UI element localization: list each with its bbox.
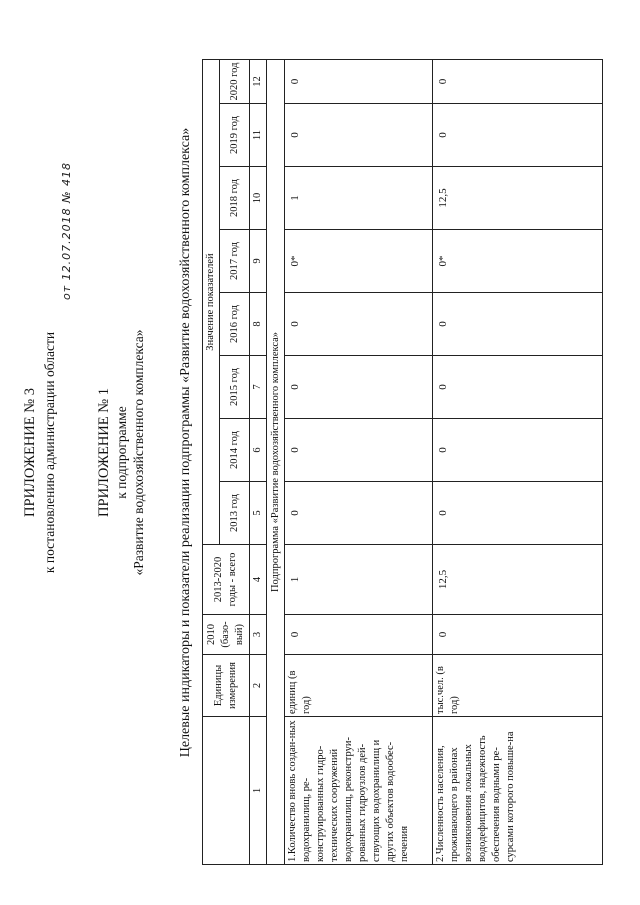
header-name-blank xyxy=(203,717,250,865)
indicator-value: 0 xyxy=(433,293,603,356)
column-number: 3 xyxy=(250,615,267,655)
header-year: 2014 год xyxy=(220,419,250,482)
indicator-base: 0 xyxy=(285,615,433,655)
header-year: 2015 год xyxy=(220,356,250,419)
header-year: 2020 год xyxy=(220,60,250,104)
header-values-group: Значение показателей xyxy=(203,60,220,545)
appendix1-title: ПРИЛОЖЕНИЕ № 1 xyxy=(96,388,112,517)
header-year: 2017 год xyxy=(220,230,250,293)
column-number: 9 xyxy=(250,230,267,293)
column-number: 8 xyxy=(250,293,267,356)
indicator-value: 0 xyxy=(285,482,433,545)
indicator-value: 0 xyxy=(433,419,603,482)
column-number: 1 xyxy=(250,717,267,865)
header-year: 2016 год xyxy=(220,293,250,356)
header-year: 2019 год xyxy=(220,104,250,167)
section-title: Подпрограмма «Развитие водохозяйственного комплекса» xyxy=(267,60,285,865)
header-units: Единицы измерения xyxy=(203,655,250,717)
indicator-total: 12,5 xyxy=(433,545,603,615)
appendix1-subtitle: к подпрограмме xyxy=(114,406,129,499)
column-number: 12 xyxy=(250,60,267,104)
column-number: 6 xyxy=(250,419,267,482)
indicator-value: 0 xyxy=(433,482,603,545)
handwritten-date-number: от 12.07.2018 № 418 xyxy=(60,161,73,300)
indicator-unit: тыс.чел. (в год) xyxy=(433,655,603,717)
indicator-value: 0 xyxy=(285,419,433,482)
indicator-name: 2.Численность населения, проживающего в районах возникновения локальных вододефицитов, надежность обеспечения водными ре-сурсами которого повыше-на xyxy=(433,717,603,865)
header-total: 2013-2020 годы - всего xyxy=(203,545,250,615)
indicators-table xyxy=(202,59,603,865)
indicator-base: 0 xyxy=(433,615,603,655)
indicator-total: 1 xyxy=(285,545,433,615)
table-title: Целевые индикаторы и показатели реализации подпрограммы «Развитие водохозяйственного комплекса» xyxy=(178,127,193,758)
indicator-unit: единиц (в год) xyxy=(285,655,433,717)
column-number: 2 xyxy=(250,655,267,717)
rotated-content xyxy=(20,20,620,885)
indicator-value: 0 xyxy=(285,104,433,167)
table-row xyxy=(433,60,603,865)
column-number: 11 xyxy=(250,104,267,167)
indicator-value: 0 xyxy=(433,60,603,104)
column-number: 4 xyxy=(250,545,267,615)
appendix1-program-name: «Развитие водохозяйственного комплекса» xyxy=(131,329,146,576)
appendix3-reference: к постановлению администрации области xyxy=(42,331,57,574)
header-year: 2013 год xyxy=(220,482,250,545)
column-number: 7 xyxy=(250,356,267,419)
indicator-value: 0 xyxy=(433,356,603,419)
header-year: 2018 год xyxy=(220,167,250,230)
appendix3-title: ПРИЛОЖЕНИЕ № 3 xyxy=(22,388,38,517)
section-row xyxy=(267,60,285,865)
indicator-value: 0* xyxy=(433,230,603,293)
header-row-1 xyxy=(203,60,220,865)
column-number: 10 xyxy=(250,167,267,230)
indicator-value: 0* xyxy=(285,230,433,293)
indicator-value: 1 xyxy=(285,167,433,230)
table-row xyxy=(285,60,433,865)
indicator-value: 0 xyxy=(285,60,433,104)
indicator-value: 12,5 xyxy=(433,167,603,230)
indicator-name: 1.Количество вновь создан-ных водохранилищ, ре-конструированных гидро-технических сооружений водохранилищ, реконструи-рованных гидроузлов дей-ствующих водохранилищ и других объектов водообес-печения xyxy=(285,717,433,865)
column-number-row xyxy=(250,60,267,865)
indicator-value: 0 xyxy=(433,104,603,167)
indicator-value: 0 xyxy=(285,293,433,356)
column-number: 5 xyxy=(250,482,267,545)
header-base-year: 2010 (базо-вый) xyxy=(203,615,250,655)
indicator-value: 0 xyxy=(285,356,433,419)
